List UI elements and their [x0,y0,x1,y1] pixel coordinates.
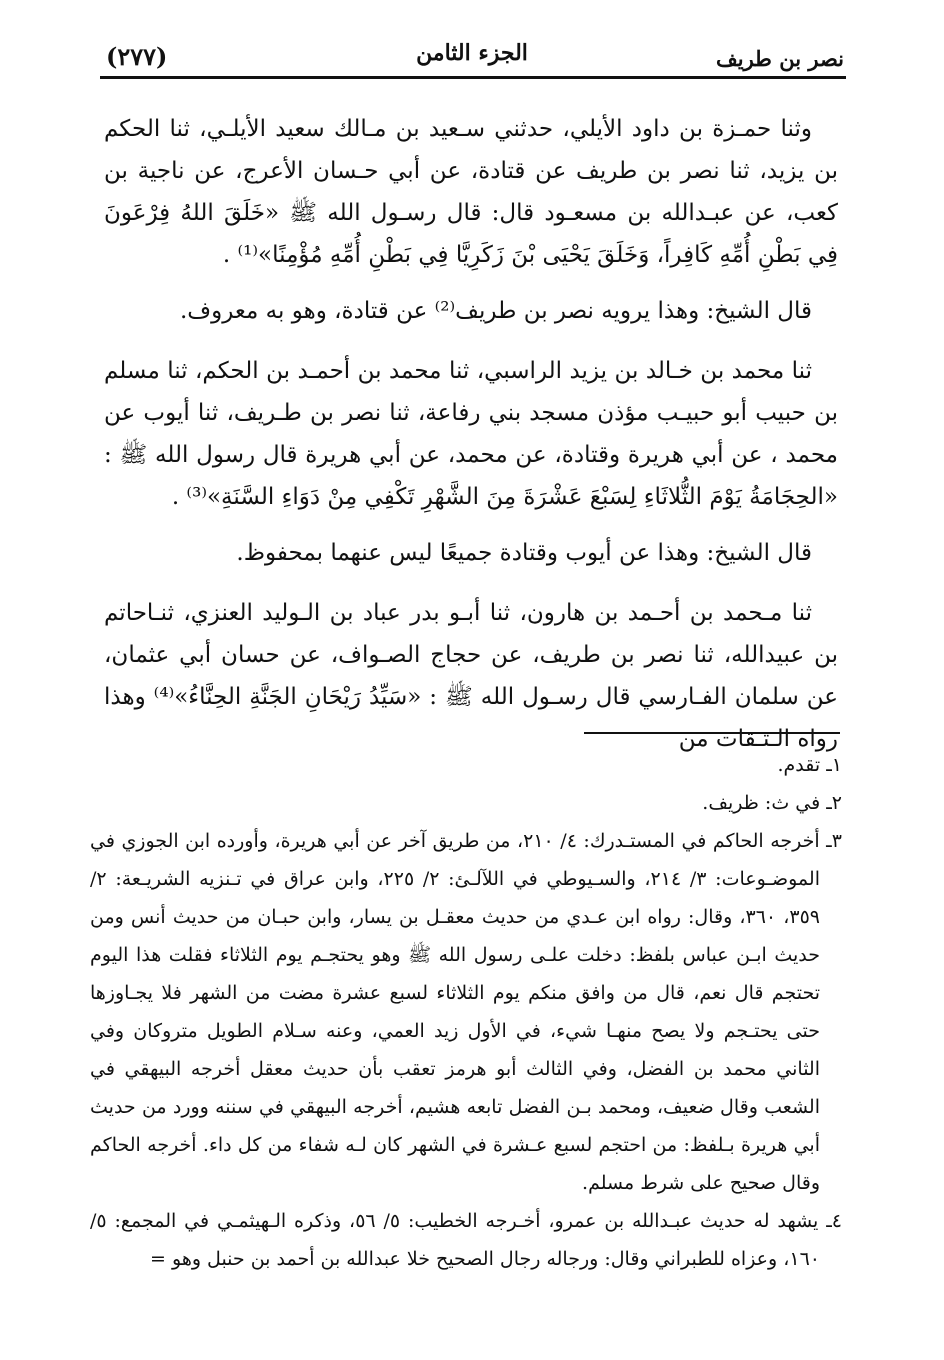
paragraph: ثنا مـحمد بن أحـمد بن هارون، ثنا أبـو بدر عباد بن الـوليد العنزي، ثنـاحاتم بن عبيدالله، ثنا نصر بن طريف، عن حجاج الصـواف، عن حسان أبي عثمان، عن سلمان الفـارسي قال رسـول الله ﷺ : «سَيِّدُ رَيْحَانِ الجَنَّةِ الحِنَّاءُ»⁽⁴⁾ وهذا رواه الـثـقات من [104,600,838,752]
footnote: ٢ـ في ث: ظريف. [702,792,842,814]
paragraph: قال الشيخ: وهذا عن أيوب وقتادة جميعًا ليس عنهما بمحفوظ. [236,540,812,566]
page-number: (٢٧٧) [106,42,168,71]
footnote-separator [584,732,840,734]
footnotes [90,746,842,1278]
main-text [104,108,838,774]
volume-title: الجزء الثامن [416,40,528,66]
paragraph: ثنا محمد بن خـالد بن يزيد الراسبي، ثنا محمد بن أحمـد بن الحكم، ثنا مسلم بن حبيب أبو حبيـب مؤذن مسجد بني رفاعة، ثنا نصر بن طـريف، ثنا أيوب عن محمد ، عن أبي هريرة وقتادة، عن محمد، عن أبي هريرة قال رسول الله ﷺ : «الحِجَامَةُ يَوْمَ الثُّلاثَاءِ لِسَبْعَ عَشْرَةَ مِنَ الشَّهْرِ تَكْفِي مِنْ دَوَاءِ السَّنَةِ»⁽³⁾ . [104,358,838,510]
paragraph: وثنا حمـزة بن داود الأيلي، حدثني سـعيد بن مـالك سعيد الأيلـي، ثنا الحكم بن يزيد، ثنا نصر بن طريف عن قتادة، عن أبي حـسان الأعرج، عن ناجية بن كعب، عن عبـدالله بن مسعـود قال: قال رسـول الله ﷺ «خَلَقَ اللهُ فِرْعَونَ فِي بَطْنِ أُمِّهِ كَافِراً، وَخَلَقَ يَحْيَى بْنَ زَكَرِيَّا فِي بَطْنِ أُمِّهِ مُؤْمِنًا»⁽¹⁾ . [104,116,838,268]
footnote: ١ـ تقدم. [777,754,842,776]
footnote: ٣ـ أخرجه الحاكم في المستـدرك: ٤/ ٢١٠، من طريق آخر عن أبي هريرة، وأورده ابن الجوزي في الموضـوعات: ٣/ ٢١٤، والسـيوطي في اللآلـئ: ٢/ ٢٢٥، وابن عراق في تـنزيه الشريـعة: ٢/ ٣٥٩، ٣٦٠، وقال: رواه ابن عـدي من حديث معقـل بن يسار، وابن حبـان من حديث أنس ومن حديث ابـن عباس بلفظ: دخلت علـى رسول الله ﷺ وهو يحتجـم يوم الثلاثاء فقلت هذا اليوم تحتجم قال نعم، قال من وافق منكم يوم الثلاثاء لسبع عشرة مضت من الشهر فلا يجـاوزها حتى يحتـجم ولا يصح منهـا شيء، في الأول زيد العمي، وعنه سـلام الطويل متروكان وفي الثاني محمد بن الفضل، وفي الثالث أبو هرمز تعقب بأن حديث معقل أخرجه البيهقي في الشعب وقال ضعيف، ومحمد بـن الفضل تابعه هشيم، أخرجه البيهقي في سننه وورد من حديث أبي هريرة بـلفظ: من احتجم لسبع عـشرة في الشهر كان لـه شفاء من كل داء. أخرجه الحاكم وقال صحيح على شرط مسلم. [90,830,842,1194]
header-rule [100,76,846,79]
section-title: نصر بن طريف [716,46,844,71]
paragraph: قال الشيخ: وهذا يرويه نصر بن طريف⁽²⁾ عن قتادة، وهو به معروف. [179,298,812,324]
running-header [100,38,844,78]
footnote: ٤ـ يشهد له حديث عبـدالله بن عمرو، أخـرجه الخطيب: ٥/ ٥٦، وذكره الـهيثمـي في المجمع: ٥/ ١٦٠، وعزاه للطبراني وقال: ورجاله رجال الصحيح خلا عبدالله بن أحمد بن حنبل وهو = [90,1210,842,1270]
